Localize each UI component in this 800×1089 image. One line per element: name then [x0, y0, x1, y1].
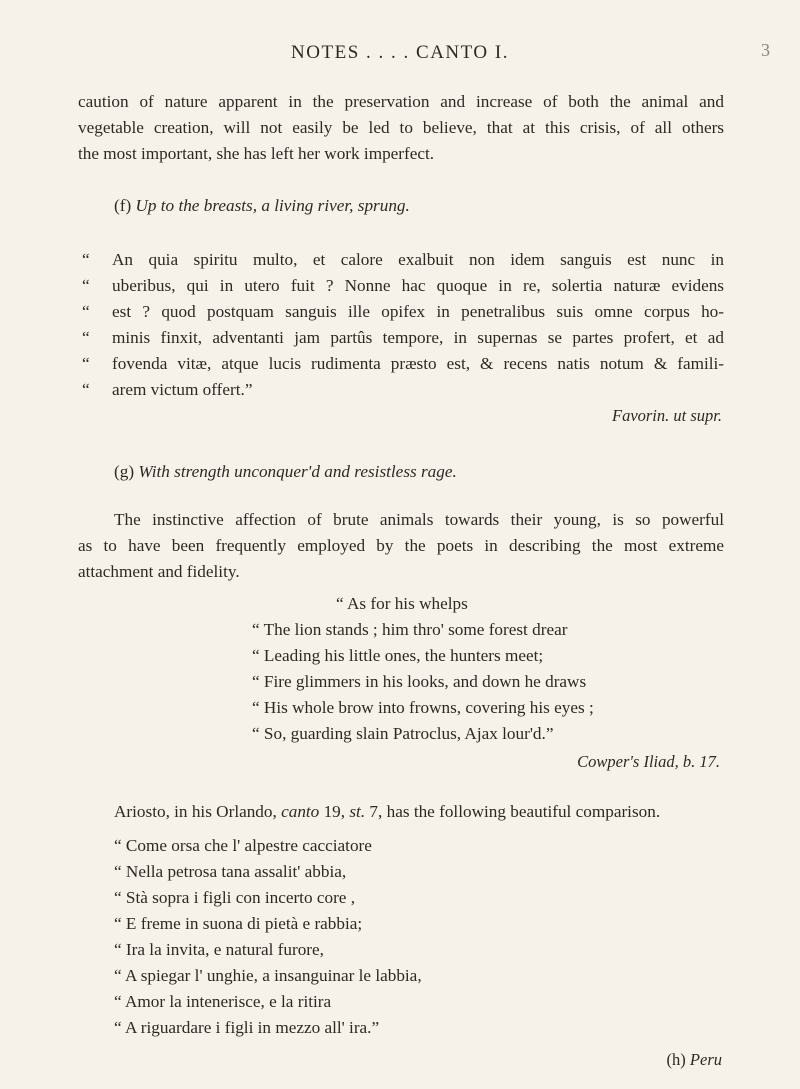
quote-mark: “: [82, 328, 90, 347]
quote-mark: “: [82, 276, 90, 295]
book-page: NOTES . . . . CANTO I. 3 caution of nature apparent in the preservation and increase of both the animal and vegetable creation, will not easily be led to believe, that at this crisis, of all others the most important, she has left her work imperfect. (f) Up to the breasts, a living river, sprung. “ An quia spiritu multo, et calore exalbuit non idem sanguis est nunc in “ uberibus, qui in utero fuit ? Nonne hac quoque in re, solertia naturæ evidens “ est ? quod postquam sanguis ille opifex in penetralibus suis omne corpus ho- “ minis finxit, adventanti jam partûs tempore, in supernas se partes profert, et ad “ fovenda vitæ, atque lucis rudimenta præsto est, & recens natis notum & famili- “ arem victum offert.” Favorin. ut supr. (g) With strength unconquer'd and resistless rage. The instinctive affection of brute animals towards their young, is so powerful as to have been frequently employed by the poets in describing the most extreme attachment and fidelity. “ As for his whelps “ The lion stands ; him thro' some forest drear “ Leading his little ones, the hunters meet; “ Fire glimmers in his looks, and down he draws “ His whole brow into frowns, covering his eyes ; “ So, guarding slain Patroclus, Ajax lour'd.” Cowper's Iliad, b. 17. Ariosto, in his Orlando, canto 19, st. 7, has the following beautiful comparison. “ Come orsa che l' alpestre cacciatore “ Nella petrosa tana assalit' abbia, “ Stà sopra i figli con incerto core , “ E freme in suona di pietà e rabbia; “ Ira la invita, e natural furore, “ A spiegar l' unghie, a insanguinar le labbia, “ Amor la intenerisce, e la ritira “ A riguardare i figli in mezzo all' ira.” (h) Peru: [0, 0, 800, 1089]
note-g-body-line: as to have been frequently employed by the poets in describing the most extreme: [78, 536, 724, 555]
favorin-attribution: Favorin. ut supr.: [611, 406, 722, 425]
italian-verse-line: “ A riguardare i figli in mezzo all' ira.”: [114, 1018, 380, 1037]
intro-line: caution of nature apparent in the preservation and increase of both the animal and: [78, 92, 724, 111]
note-g-body-line: The instinctive affection of brute animals towards their young, is so powerful: [114, 510, 724, 529]
catchword: (h) Peru: [666, 1050, 722, 1069]
note-f-heading: [114, 196, 410, 216]
italian-verse-line: “ Ira la invita, e natural furore,: [114, 940, 324, 959]
cowper-verse-line: “ So, guarding slain Patroclus, Ajax lour'd.”: [252, 724, 554, 743]
intro-line: the most important, she has left her work imperfect.: [78, 144, 435, 163]
ariosto-sentence: Ariosto, in his Orlando, canto 19, st. 7, has the following beautiful comparison.: [114, 802, 661, 821]
note-g-heading: [114, 462, 457, 482]
quote-mark: “: [82, 354, 90, 373]
note-f-marker: (f): [114, 196, 132, 215]
quote-mark: “: [82, 380, 90, 399]
italian-verse-line: “ E freme in suona di pietà e rabbia;: [114, 914, 363, 933]
quote-mark: “: [82, 250, 90, 269]
note-g-body-line: attachment and fidelity.: [78, 562, 240, 581]
note-f-title: Up to the breasts, a living river, sprung.: [135, 196, 410, 215]
note-g-marker: (g): [114, 462, 135, 481]
cowper-verse-line: “ Fire glimmers in his looks, and down he draws: [252, 672, 587, 691]
cowper-verse-line: “ His whole brow into frowns, covering his eyes ;: [252, 698, 594, 717]
running-head: NOTES . . . . CANTO I.: [291, 42, 509, 63]
italian-verse-line: “ Amor la intenerisce, e la ritira: [114, 992, 332, 1011]
cowper-attribution: Cowper's Iliad, b. 17.: [577, 752, 720, 771]
italian-verse-line: “ Come orsa che l' alpestre cacciatore: [114, 836, 372, 855]
intro-line: vegetable creation, will not easily be led to believe, that at this crisis, of all others: [78, 118, 724, 137]
cowper-verse-line: “ As for his whelps: [336, 594, 468, 613]
quote-mark: “: [82, 302, 90, 321]
note-g-title: With strength unconquer'd and resistless rage.: [138, 462, 457, 481]
italian-verse-line: “ Stà sopra i figli con incerto core ,: [114, 888, 356, 907]
italian-verse-line: “ A spiegar l' unghie, a insanguinar le labbia,: [114, 966, 422, 985]
page-number: 3: [761, 40, 770, 60]
cowper-verse-line: “ The lion stands ; him thro' some forest drear: [252, 620, 568, 639]
cowper-verse-line: “ Leading his little ones, the hunters meet;: [252, 646, 544, 665]
page-header: [0, 36, 800, 66]
italian-verse-line: “ Nella petrosa tana assalit' abbia,: [114, 862, 347, 881]
